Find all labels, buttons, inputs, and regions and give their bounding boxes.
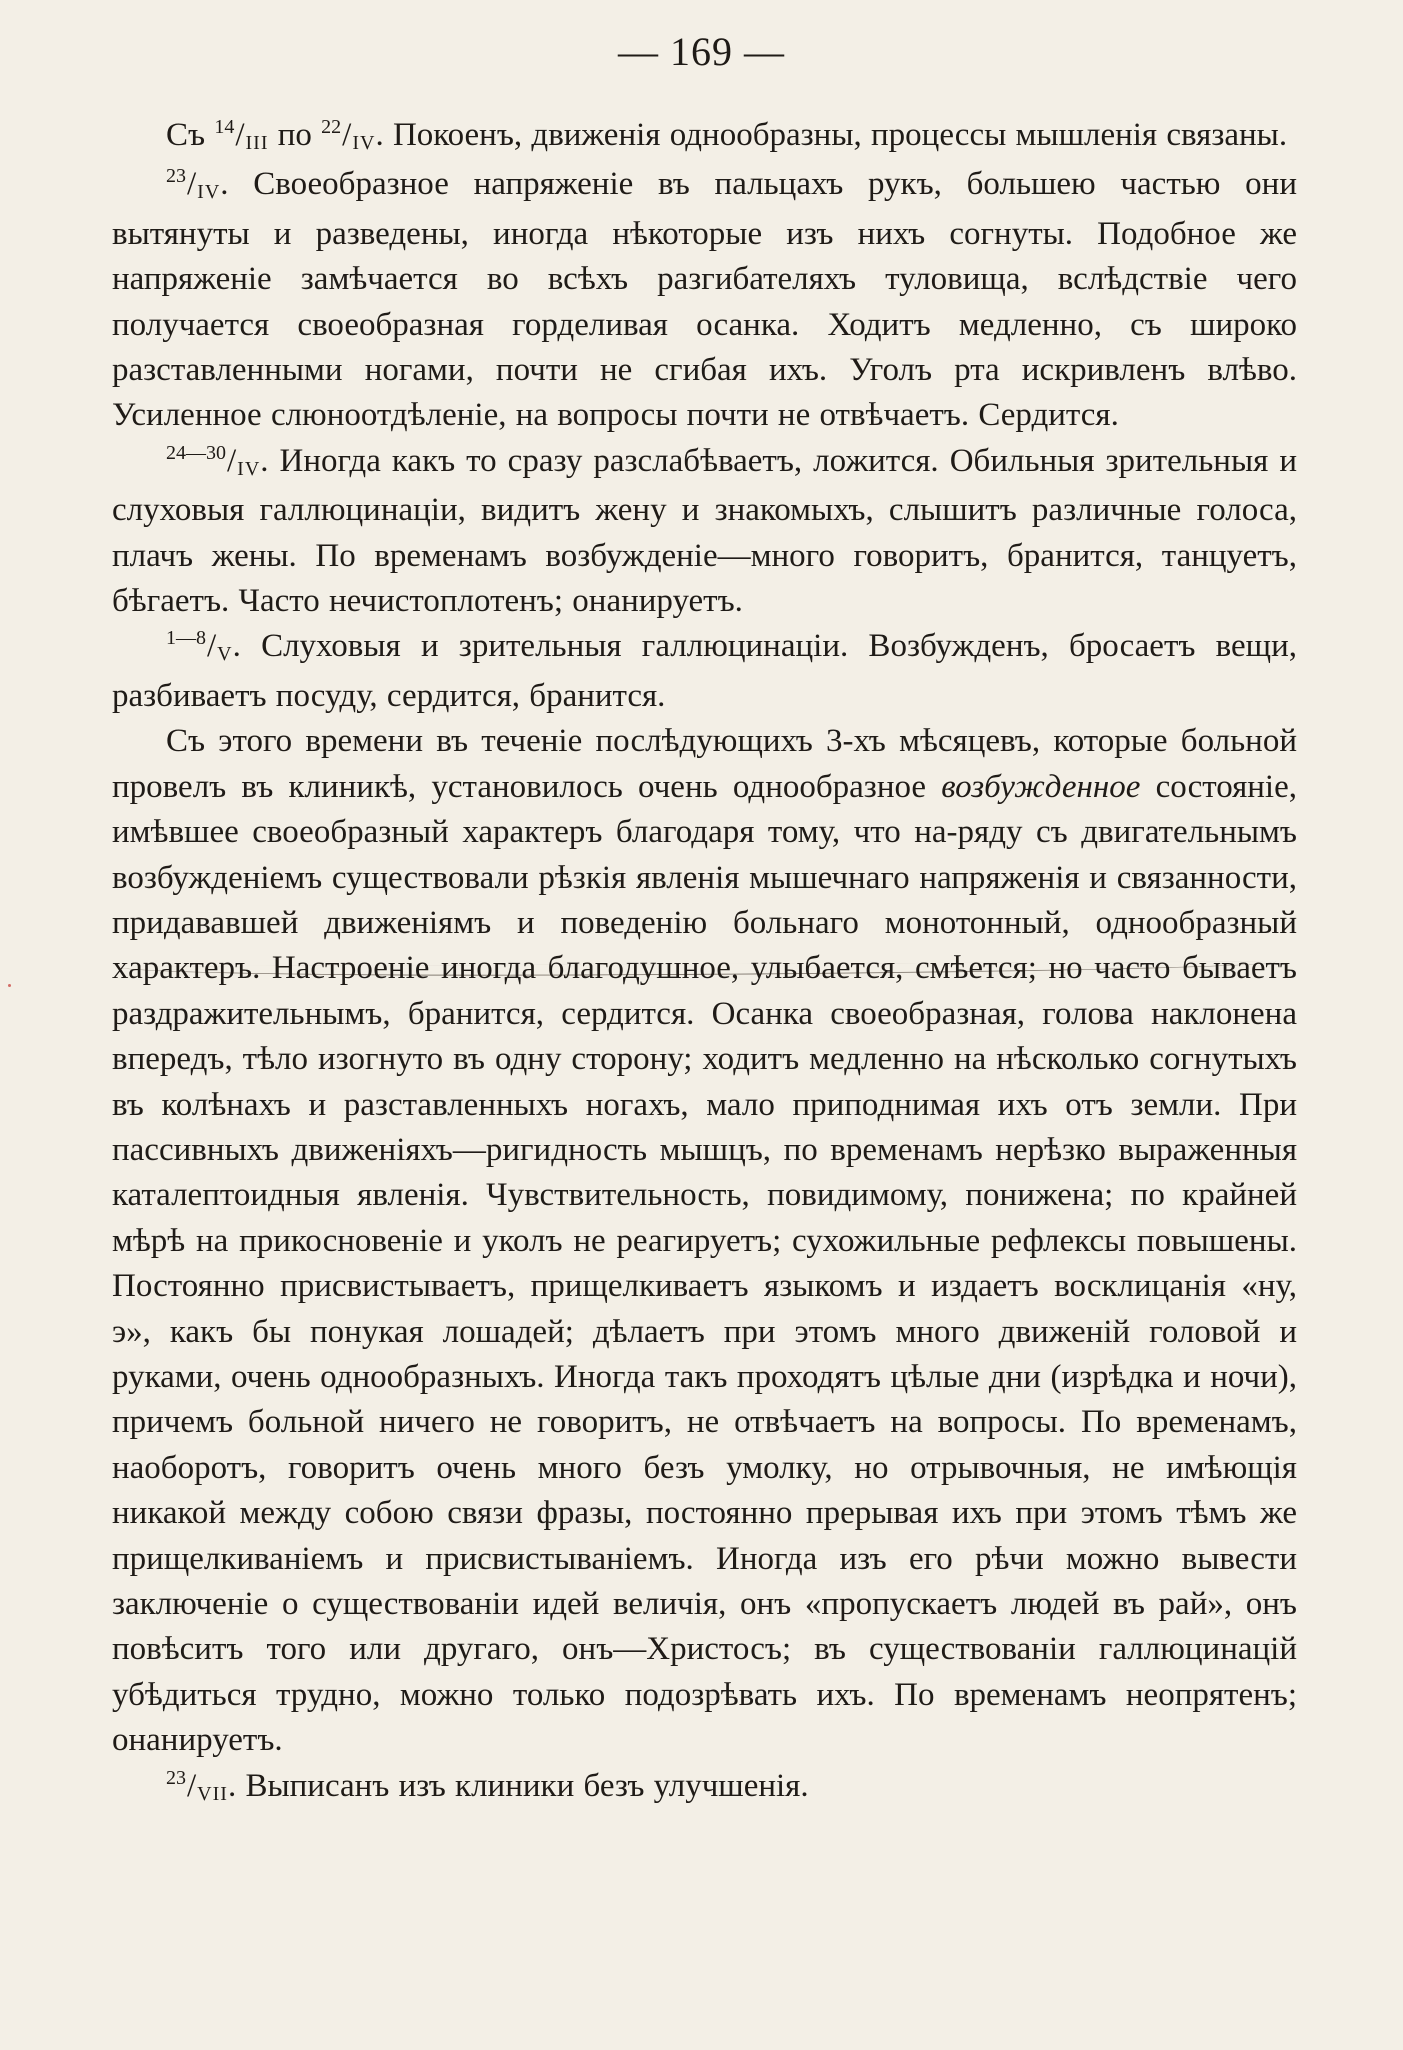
date-subscript: IV	[197, 181, 221, 204]
date-subscript: V	[217, 643, 233, 666]
date-subscript: IV	[352, 132, 376, 154]
date-slash: /	[187, 1767, 197, 1804]
date-superscript: 22	[321, 116, 342, 138]
date-4	[166, 628, 233, 664]
paragraph-6	[112, 1764, 1297, 1813]
date-superscript: 1—8	[166, 627, 206, 650]
date-range-1	[166, 117, 375, 153]
paragraph-2	[112, 162, 1297, 438]
date-slash: /	[235, 117, 245, 153]
date-subscript: III	[245, 132, 269, 154]
ink-spot	[8, 984, 11, 987]
date-subscript: VII	[197, 1782, 228, 1805]
date-3	[166, 443, 260, 479]
date-superscript: 23	[166, 1766, 186, 1789]
paragraph-text: . Слуховыя и зрительныя галлюцинаціи. Возбужденъ, бросаетъ вещи, разбиваетъ посуду, сердится, бранится.	[112, 628, 1297, 714]
paragraph-4	[112, 624, 1297, 719]
paragraph-text: . Своеобразное напряженіе въ пальцахъ рукъ, большею частью они вытянуты и разведены, иногда нѣкоторые изъ нихъ согнуты. Подобное же напряженіе замѣчается во всѣхъ разгибателяхъ туловища, вслѣдствіе чего получается своеобразная горделивая осанка. Ходитъ медленно, съ широко разставленными ногами, почти не сгибая ихъ. Уголъ рта искривленъ влѣво. Усиленное слюноотдѣленіе, на вопросы почти не отвѣчаетъ. Сердится.	[112, 166, 1297, 434]
paragraph-text: . Выписанъ изъ клиники безъ улучшенія.	[227, 1767, 809, 1804]
paragraph-3	[112, 439, 1297, 625]
date-superscript: 24—30	[166, 441, 226, 464]
paragraph-text: . Иногда какъ то сразу разслабѣваетъ, ложится. Обильныя зрительныя и слуховыя галлюцинаціи, видитъ жену и знакомыхъ, слышитъ различные голоса, плачъ жены. По временамъ возбужденіе—много говоритъ, бранится, танцуетъ, бѣгаетъ. Часто нечистоплотенъ; онанируетъ.	[112, 442, 1297, 620]
paragraph-5	[112, 719, 1297, 1763]
date-6	[166, 1768, 228, 1804]
paragraph-text: Съ этого времени въ теченіе послѣдующихъ 3-хъ мѣсяцевъ, которые больной провелъ въ клиникѣ, установилось очень однообразное	[112, 723, 1297, 805]
date-2	[166, 166, 220, 202]
page-number: — 169 —	[618, 29, 785, 74]
date-connector: по	[268, 117, 322, 153]
date-slash: /	[187, 166, 197, 203]
date-prefix: Съ	[166, 117, 215, 153]
date-slash: /	[227, 442, 237, 479]
paragraph-1	[112, 113, 1297, 162]
date-subscript: IV	[237, 457, 261, 480]
paragraph-text: состояніе, имѣвшее своеобразный характеръ благодаря тому, что на-ряду съ двигательнымъ возбужденіемъ существовали рѣзкія явленія мышечнаго напряженія и связанности, придававшей движеніямъ и поведенію больнаго монотонный, однообразный характеръ. Настроеніе иногда благодушное, улыбается, смѣется; но часто бываетъ раздражительнымъ, бранится, сердится. Осанка своеобразная, голова наклонена впередъ, тѣло изогнуто въ одну сторону; ходитъ медленно на нѣсколько согнутыхъ въ колѣнахъ и разставленныхъ ногахъ, мало приподнимая ихъ отъ земли. При пассивныхъ движеніяхъ—ригидность мышцъ, по временамъ нерѣзко выраженныя каталептоидныя явленія. Чувствительность, повидимому, понижена; по крайней мѣрѣ на прикосновеніе и уколъ не реагируетъ; сухожильные рефлексы повышены. Постоянно присвистываетъ, прищелкиваетъ языкомъ и издаетъ восклицанія «ну, э», какъ бы понукая лошадей; дѣлаетъ при этомъ много движеній головой и руками, очень однообразныхъ. Иногда такъ проходятъ цѣлые дни (изрѣдка и ночи), причемъ больной ничего не говоритъ, не отвѣчаетъ на вопросы. По временамъ, наоборотъ, говоритъ очень много безъ умолку, но отрывочныя, не имѣющія никакой между собою связи фразы, постоянно прерывая ихъ при этомъ тѣмъ же прищелкиваніемъ и присвистываніемъ. Иногда изъ его рѣчи можно вывести заключеніе о существованіи идей величія, онъ «пропускаетъ людей въ рай», онъ повѣситъ того или другаго, онъ—Христосъ; въ существованіи галлюцинацій убѣдиться трудно, можно только подозрѣвать ихъ. По временамъ неопрятенъ; онанируетъ.	[112, 768, 1297, 1759]
date-superscript: 14	[214, 116, 235, 138]
date-slash: /	[207, 628, 217, 665]
date-slash: /	[342, 117, 352, 153]
date-superscript: 23	[166, 165, 186, 188]
italic-emphasis: возбужденное	[941, 768, 1141, 805]
paragraph-text: . Покоенъ, движенія однообразны, процессы мышленія связаны.	[375, 117, 1288, 153]
